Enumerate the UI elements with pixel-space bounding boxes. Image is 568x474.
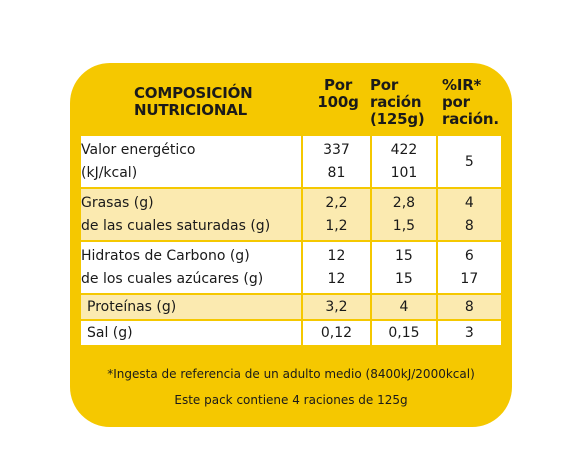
header-per-100g-line1: Por <box>323 76 353 94</box>
cell-ir: 8 <box>437 294 502 320</box>
label-line: Grasas (g) <box>81 195 154 211</box>
cell-ir <box>437 188 502 241</box>
table-row-hidratos <box>80 241 502 294</box>
cell-per-serving: 0,15 <box>371 320 437 346</box>
row-label <box>80 135 302 188</box>
value: 101 <box>390 165 418 181</box>
row-label <box>80 188 302 241</box>
label-line: Hidratos de Carbono (g) <box>81 248 250 264</box>
cell-per-100g <box>302 135 371 188</box>
cell-per-100g: 3,2 <box>302 294 371 320</box>
value: 15 <box>395 248 413 264</box>
value: 81 <box>327 165 346 181</box>
header-ir-line3: ración. <box>442 110 499 128</box>
pack-info: Este pack contiene 4 raciones de 125g <box>174 393 408 407</box>
reference-intake-footnote: *Ingesta de referencia de un adulto medio (8400kJ/2000kcal) <box>107 367 475 381</box>
label-line: de los cuales azúcares (g) <box>81 271 264 287</box>
cell-per-100g <box>302 241 371 294</box>
header-composicion-line1: COMPOSICIÓN <box>134 84 253 102</box>
table-row-grasas <box>80 188 502 241</box>
row-label <box>80 241 302 294</box>
value: 1,5 <box>392 218 416 234</box>
value: 17 <box>460 271 479 287</box>
table-row-proteinas <box>80 294 502 320</box>
nutrition-table <box>79 134 503 347</box>
header-composicion <box>134 85 253 119</box>
table-row-energia <box>80 135 502 188</box>
cell-per-100g <box>302 188 371 241</box>
header-per-100g-line2: 100g <box>317 93 359 111</box>
cell-per-serving <box>371 188 437 241</box>
header-per-serving-line3: (125g) <box>370 110 425 128</box>
label-line: Valor energético <box>81 142 196 158</box>
header-per-serving-line1: Por <box>370 76 399 94</box>
header-ir <box>442 77 504 128</box>
cell-ir <box>437 241 502 294</box>
value: 6 <box>464 248 474 264</box>
cell-per-serving: 4 <box>371 294 437 320</box>
label-line: (kJ/kcal) <box>81 165 138 181</box>
value: 5 <box>464 153 474 170</box>
cell-ir <box>437 135 502 188</box>
cell-ir: 3 <box>437 320 502 346</box>
header-composicion-line2: NUTRICIONAL <box>134 101 247 119</box>
value: 337 <box>323 142 350 158</box>
value: 2,8 <box>392 195 416 211</box>
header-per-100g <box>312 77 364 111</box>
header-ir-line2: por <box>442 93 470 111</box>
cell-per-100g: 0,12 <box>302 320 371 346</box>
value: 15 <box>395 271 413 287</box>
value: 2,2 <box>325 195 348 211</box>
header-per-serving-line2: ración <box>370 93 422 111</box>
value: 8 <box>464 218 474 234</box>
value: 12 <box>327 248 346 264</box>
header-ir-line1: %IR* <box>442 76 482 94</box>
value: 12 <box>327 271 346 287</box>
row-label: Sal (g) <box>80 320 302 346</box>
header-per-serving <box>370 77 432 128</box>
table-row-sal <box>80 320 502 346</box>
value: 4 <box>464 195 474 211</box>
label-line: de las cuales saturadas (g) <box>81 218 271 234</box>
value: 422 <box>390 142 418 158</box>
nutrition-panel <box>70 63 512 427</box>
cell-per-serving <box>371 135 437 188</box>
value: 1,2 <box>325 218 348 234</box>
row-label: Proteínas (g) <box>80 294 302 320</box>
cell-per-serving <box>371 241 437 294</box>
